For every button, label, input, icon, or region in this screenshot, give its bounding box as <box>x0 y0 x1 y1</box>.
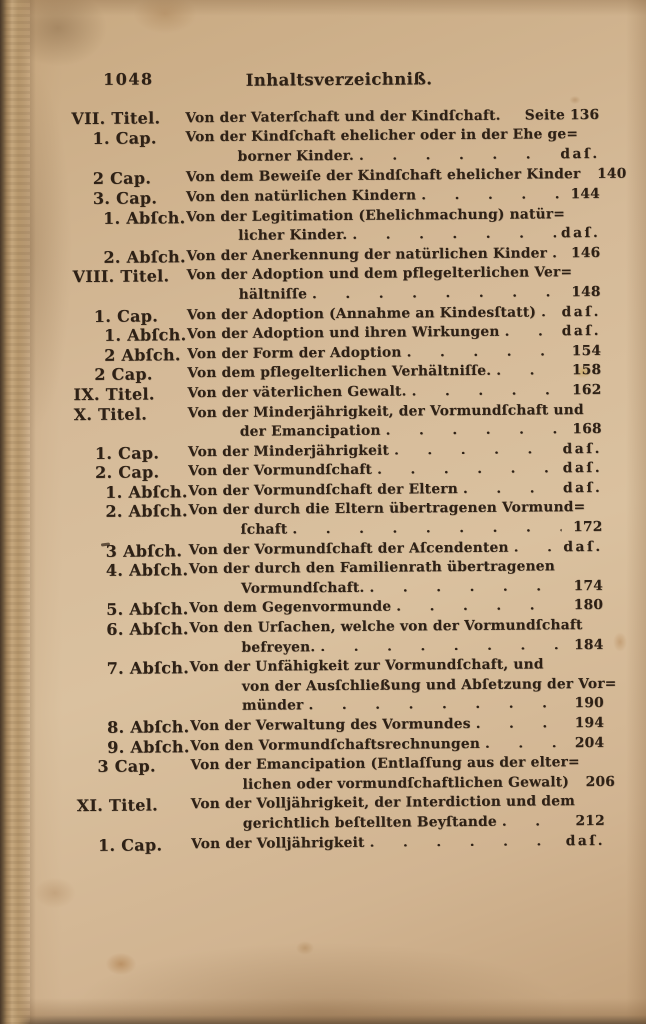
toc-entry <box>79 125 599 168</box>
toc-entry <box>80 205 600 248</box>
dot-leader <box>308 695 563 711</box>
page-number: 204 <box>574 734 605 751</box>
page-number: Seite 136 <box>524 106 600 124</box>
toc-entry-label: 1. Abſch. <box>105 482 188 502</box>
toc-line-text: münder <box>241 697 304 715</box>
dot-leader <box>411 381 560 396</box>
toc-line-text: Von der Legitimation (Ehelichmachung) natür= <box>186 205 566 225</box>
toc-entry-label: 3. Cap. <box>92 188 158 208</box>
toc-entry-label: 1. Cap. <box>94 443 160 463</box>
page-number: 180 <box>573 597 604 614</box>
toc-line-text: Von der durch die Eltern übertragenen Vormund= <box>188 499 586 519</box>
folio-number: 1048 <box>102 69 154 89</box>
toc-line-text: Von der Verwaltung des Vormundes <box>190 715 471 735</box>
toc-entry-label: IX. Titel. <box>73 384 155 405</box>
toc-line-text: Von der Adoption und dem pflegelterlichen Ver= <box>186 264 573 284</box>
page-number: 162 <box>572 381 602 399</box>
toc-entry-label: 3 Abſch. <box>105 540 183 561</box>
toc-entry <box>84 753 616 796</box>
toc-line-text: hältniſſe <box>238 286 308 303</box>
dot-leader <box>312 283 560 299</box>
toc-entry-label: 2. Abſch. <box>105 501 188 522</box>
page-number: 206 <box>585 773 616 790</box>
toc-line-text: lichen oder vormundſchaftlichen Gewalt) <box>242 774 570 793</box>
toc-entry <box>85 832 605 856</box>
dot-leader <box>541 303 557 317</box>
dot-leader <box>502 812 564 826</box>
page-number: daſ. <box>562 479 603 497</box>
dot-leader <box>506 106 520 120</box>
page-number: 172 <box>573 519 603 536</box>
dot-leader <box>320 636 562 652</box>
page-number: daſ. <box>560 145 600 163</box>
toc-line-text: licher Kinder. <box>238 227 348 244</box>
toc-entry <box>76 792 605 835</box>
dot-leader <box>485 734 563 748</box>
toc-entry-label: 1. Cap. <box>93 305 159 326</box>
dot-leader <box>396 597 562 612</box>
toc-entry-label: 5. Abſch. <box>106 599 189 620</box>
page-number: 144 <box>570 185 601 203</box>
toc-entry <box>84 655 617 718</box>
page-number: 184 <box>574 636 604 653</box>
toc-line-text: Von der Vormundſchaft der Aſcendenten <box>188 539 509 558</box>
dot-leader <box>421 185 559 200</box>
toc-entry-label: X. Titel. <box>73 404 148 424</box>
page-number: 168 <box>572 421 602 438</box>
toc-entry-label: 3 Cap. <box>97 756 156 777</box>
page-number: daſ. <box>563 538 603 555</box>
toc-entry-label: XI. Titel. <box>76 795 159 816</box>
page-title: Inhaltsverzeichniß. <box>245 69 433 90</box>
toc-line-text: Von der Form der Adoption <box>187 344 402 362</box>
toc-line-text: Von dem Gegenvormunde <box>189 599 392 617</box>
toc-entry <box>72 263 601 306</box>
dot-leader <box>407 342 561 357</box>
page-number: daſ. <box>562 440 603 457</box>
toc-line-text: befreyen. <box>241 638 316 656</box>
toc-entry-label: 2. Cap. <box>95 462 160 483</box>
toc-entry <box>73 400 602 443</box>
page-number: 158 <box>571 362 602 379</box>
toc-line-text: Von der Vaterſchaft und der Kindſchaft. <box>185 107 501 127</box>
toc-line-text: Von dem pflegelterlichen Verhältniſſe. <box>187 363 492 382</box>
toc-entry <box>83 557 603 600</box>
toc-entry-label: 9. Abſch. <box>107 736 190 757</box>
toc-line-text: Von der Vormundſchaft <box>188 462 373 480</box>
toc-line-text: ſchaft <box>240 521 288 538</box>
dot-leader <box>359 145 555 160</box>
toc-entry-label: 1. Abſch. <box>103 207 186 228</box>
toc-entry-label: 8. Abſch. <box>107 717 190 737</box>
dot-leader <box>377 460 558 475</box>
toc-entry <box>82 498 602 541</box>
toc-entry-label: VII. Titel. <box>71 108 161 129</box>
toc-line-text: Von der Vormundſchaft der Eltern <box>188 480 459 500</box>
dot-leader <box>463 479 558 494</box>
toc-entry-label: 2 Cap. <box>94 364 153 385</box>
toc-line-text: borner Kinder. <box>237 147 354 165</box>
dot-leader <box>504 322 556 336</box>
toc-entry-label: 2 Abſch. <box>104 344 181 365</box>
toc-line-text: Von der Anerkennung der natürlichen Kinder <box>186 245 548 264</box>
page-number: daſ. <box>560 225 601 242</box>
dot-leader <box>369 577 562 592</box>
dot-leader <box>552 244 559 258</box>
page-number: 194 <box>574 714 605 732</box>
toc-entry-label: 1. Cap. <box>92 128 157 149</box>
page-number: 212 <box>575 812 605 830</box>
toc-line-text: Von der durch den Familienrath übertragenen <box>188 558 556 578</box>
toc-line-text: Von der Adoption und ihren Wirkungen <box>186 323 500 343</box>
dot-leader <box>496 362 560 376</box>
dot-leader <box>352 224 556 239</box>
page-number: 140 <box>597 166 627 183</box>
page-number: 190 <box>574 695 605 712</box>
page-number: 154 <box>571 342 602 359</box>
toc-entry-label: 1. Cap. <box>97 834 163 855</box>
dot-leader <box>476 714 564 728</box>
toc-line-text: Von der Minderjährigkeit, der Vormundſchaft und <box>187 401 584 421</box>
binding-edge <box>0 0 30 1024</box>
page-number: daſ. <box>561 303 601 320</box>
toc-entry-label: 1. Abſch. <box>103 325 187 345</box>
toc-line-text: Von der Volljährigkeit <box>190 834 365 852</box>
page-number: 146 <box>570 244 601 261</box>
toc-entry <box>83 616 603 659</box>
toc-entry-label: 4. Abſch. <box>105 560 189 581</box>
toc-line-text: Vormundſchaft. <box>240 579 365 597</box>
toc-line-text: gerichtlich beſtellten Beyſtande <box>242 813 497 832</box>
toc-line-text: von der Ausſchließung und Abſetzung der Vor= <box>241 675 617 695</box>
toc-line-text: Von den Urſachen, welche von der Vormundſchaft <box>189 617 583 637</box>
toc-line-text: Von der Emancipation (Entlaſſung aus der elter= <box>190 754 580 774</box>
page-number: daſ. <box>565 832 606 849</box>
toc-entry-label: VIII. Titel. <box>72 266 170 287</box>
toc-entry-label: 2. Abſch. <box>103 246 186 267</box>
dot-leader <box>514 538 559 552</box>
toc-line-text: Von den Vormundſchaftsrechnungen <box>190 735 481 754</box>
dot-leader <box>386 420 561 435</box>
toc-entry-label: 7. Abſch. <box>106 658 190 679</box>
gutter-crease <box>30 0 36 1024</box>
dot-leader <box>370 832 561 847</box>
toc-line-text: Von dem Beweiſe der Kindſchaft ehelicher Kinder <box>185 166 581 186</box>
toc-line-text: Von der väterlichen Gewalt. <box>187 383 407 402</box>
toc-line-text: der Emancipation <box>239 422 381 440</box>
toc-line-text: Von der Adoption (Annahme an Kindesſtatt) <box>186 304 537 323</box>
page-number: 148 <box>571 283 601 301</box>
toc-line-text: Von der Volljährigkeit, der Interdiction und dem <box>190 793 576 813</box>
page-number: daſ. <box>562 460 603 477</box>
toc-line-text: Von den natürlichen Kindern <box>185 187 417 206</box>
toc-line-text: Von der Minderjährigkeit <box>187 442 390 460</box>
page-header <box>79 60 599 100</box>
dot-leader <box>394 440 558 455</box>
dot-leader <box>292 518 561 534</box>
toc-entry-label: 6. Abſch. <box>106 619 189 639</box>
toc-entry-label: 2 Cap. <box>92 168 152 188</box>
toc-list <box>71 105 627 855</box>
toc-line-text: Von der Unfähigkeit zur Vormundſchaft, und <box>189 656 544 676</box>
toc-line <box>191 832 605 855</box>
page-number: 174 <box>573 577 604 595</box>
page-number: daſ. <box>561 323 602 340</box>
toc-line-text: Von der Kindſchaft ehelicher oder in der Ehe ge= <box>185 126 579 146</box>
page-content <box>71 60 627 855</box>
